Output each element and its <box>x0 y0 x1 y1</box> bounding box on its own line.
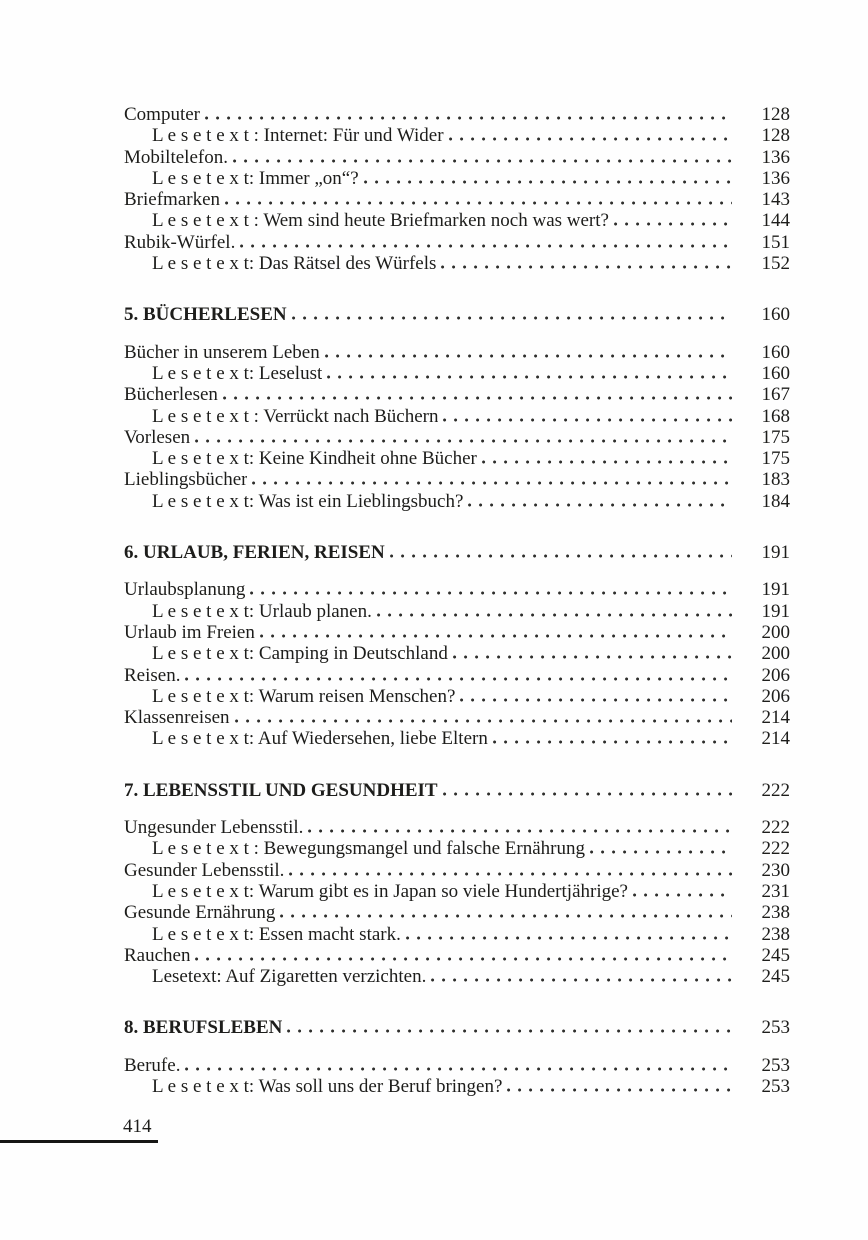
page-number: 206 <box>761 685 790 707</box>
toc-entry-row <box>124 945 790 966</box>
toc-entry-row <box>124 643 790 664</box>
page-number: 253 <box>761 1075 790 1097</box>
toc-entry-row <box>124 125 790 146</box>
entry-title: L e s e t e x t: Keine Kindheit ohne Bücher <box>152 448 477 470</box>
page-number: 160 <box>761 341 790 363</box>
dot-leader <box>431 978 732 982</box>
dot-leader <box>482 460 732 464</box>
dot-leader <box>185 1067 732 1071</box>
dot-leader <box>443 418 732 422</box>
chapter-title: 5. BÜCHERLESEN <box>124 304 287 326</box>
toc-entry-row <box>124 363 790 384</box>
dot-leader <box>377 613 732 617</box>
dot-leader <box>633 893 732 897</box>
page-number: 253 <box>761 1054 790 1076</box>
dot-leader <box>406 936 732 940</box>
page-footer <box>0 1116 158 1143</box>
dot-leader <box>287 1029 732 1033</box>
entry-title: Mobiltelefon. <box>124 146 228 168</box>
dot-leader <box>233 159 732 163</box>
page-number: 191 <box>761 579 790 601</box>
dot-leader <box>468 503 732 507</box>
entry-title: L e s e t e x t : Verrückt nach Büchern <box>152 405 439 427</box>
entry-title: Lesetext: Auf Zigaretten verzichten. <box>152 966 427 988</box>
dot-leader <box>364 180 732 184</box>
toc-section <box>124 1017 790 1097</box>
entry-title: L e s e t e x t: Leselust <box>152 362 323 384</box>
dot-leader <box>453 655 732 659</box>
entry-title: Berufe. <box>124 1054 181 1076</box>
page-number: 245 <box>761 966 790 988</box>
toc-chapter-heading-row <box>124 780 790 801</box>
page-number: 222 <box>761 817 790 839</box>
entry-title: L e s e t e x t: Immer „on“? <box>152 167 359 189</box>
page-number: 128 <box>761 125 790 147</box>
toc-section <box>124 780 790 988</box>
entry-title: Lieblingsbücher <box>124 469 248 491</box>
page-number: 214 <box>761 707 790 729</box>
entry-title: Bücher in unserem Leben <box>124 341 320 363</box>
toc-entry-row <box>124 966 790 987</box>
page-number: 184 <box>761 490 790 512</box>
dot-leader <box>260 634 732 638</box>
dot-leader <box>185 677 732 681</box>
dot-leader <box>250 591 732 595</box>
toc-entry-row <box>124 1055 790 1076</box>
toc-entry-row <box>124 427 790 448</box>
toc-section <box>124 304 790 512</box>
entry-title: Rubik-Würfel. <box>124 231 236 253</box>
entry-title: L e s e t e x t: Camping in Deutschland <box>152 643 448 665</box>
page-number: 222 <box>761 838 790 860</box>
entry-title: L e s e t e x t: Auf Wiedersehen, liebe Eltern <box>152 728 488 750</box>
dot-leader <box>441 265 732 269</box>
toc-entry-row <box>124 342 790 363</box>
entry-title: Rauchen <box>124 944 191 966</box>
folio-page-number: 414 <box>123 1116 152 1137</box>
entry-title: L e s e t e x t: Warum gibt es in Japan so viele Hundertjährige? <box>152 880 628 902</box>
toc-entry-row <box>124 253 790 274</box>
page-number: 175 <box>761 426 790 448</box>
entry-title: Ungesunder Lebensstil. <box>124 817 304 839</box>
page-number: 175 <box>761 448 790 470</box>
page-number: 206 <box>761 664 790 686</box>
toc-entry-row <box>124 902 790 923</box>
page-number: 136 <box>761 167 790 189</box>
page-number: 128 <box>761 104 790 125</box>
entry-title: L e s e t e x t: Urlaub planen. <box>152 600 372 622</box>
page-number: 230 <box>761 859 790 881</box>
entry-title: L e s e t e x t : Wem sind heute Briefmarken noch was wert? <box>152 210 609 232</box>
page-number: 160 <box>761 304 790 326</box>
toc-entry-row <box>124 579 790 600</box>
toc-entry-row <box>124 448 790 469</box>
toc-entry-row <box>124 491 790 512</box>
toc-entry-row <box>124 469 790 490</box>
page-number: 231 <box>761 880 790 902</box>
dot-leader <box>195 439 732 443</box>
entry-title: Bücherlesen <box>124 384 218 406</box>
toc-entry-row <box>124 622 790 643</box>
dot-leader <box>225 201 732 205</box>
dot-leader <box>460 698 732 702</box>
toc-entry-row <box>124 189 790 210</box>
toc-chapter-heading-row <box>124 1017 790 1038</box>
dot-leader <box>235 719 732 723</box>
dot-leader <box>252 481 732 485</box>
page-number: 151 <box>761 231 790 253</box>
toc-entry-row <box>124 924 790 945</box>
toc-entry-row <box>124 838 790 859</box>
toc-entry-row <box>124 601 790 622</box>
page-number: 167 <box>761 384 790 406</box>
toc-entry-row <box>124 881 790 902</box>
toc-entry-row <box>124 707 790 728</box>
dot-leader <box>325 354 732 358</box>
dot-leader <box>308 829 732 833</box>
entry-title: L e s e t e x t: Warum reisen Menschen? <box>152 685 456 707</box>
dot-leader <box>590 850 732 854</box>
dot-leader <box>240 244 732 248</box>
toc-entry-row <box>124 1076 790 1097</box>
toc-entry-row <box>124 728 790 749</box>
toc-entry-row <box>124 406 790 427</box>
toc-section <box>124 542 790 750</box>
toc-entry-row <box>124 104 790 125</box>
page-number: 144 <box>761 210 790 232</box>
page-number: 214 <box>761 728 790 750</box>
toc-entry-row <box>124 384 790 405</box>
entry-title: Vorlesen <box>124 426 191 448</box>
page-number: 191 <box>761 542 790 564</box>
page-number: 200 <box>761 621 790 643</box>
toc-section <box>124 104 790 274</box>
page-number: 168 <box>761 405 790 427</box>
page-number: 253 <box>761 1017 790 1039</box>
entry-title: L e s e t e x t : Bewegungsmangel und falsche Ernährung <box>152 838 586 860</box>
dot-leader <box>327 375 732 379</box>
page-number: 238 <box>761 923 790 945</box>
toc-chapter-heading-row <box>124 304 790 325</box>
entry-title: Klassenreisen <box>124 707 230 729</box>
footer-rule <box>0 1140 158 1143</box>
chapter-title: 6. URLAUB, FERIEN, REISEN <box>124 542 385 564</box>
page-number: 143 <box>761 189 790 211</box>
table-of-contents <box>124 104 790 1097</box>
toc-entry-row <box>124 860 790 881</box>
chapter-title: 8. BERUFSLEBEN <box>124 1017 283 1039</box>
entry-title: Briefmarken <box>124 189 221 211</box>
toc-entry-row <box>124 168 790 189</box>
toc-entry-row <box>124 686 790 707</box>
page-number: 191 <box>761 600 790 622</box>
entry-title: L e s e t e x t: Was soll uns der Beruf bringen? <box>152 1075 503 1097</box>
toc-entry-row <box>124 210 790 231</box>
dot-leader <box>289 872 732 876</box>
dot-leader <box>507 1088 732 1092</box>
entry-title: Computer <box>124 104 200 125</box>
page-number: 183 <box>761 469 790 491</box>
entry-title: Gesunde Ernährung <box>124 902 276 924</box>
page-number: 200 <box>761 643 790 665</box>
entry-title: Reisen. <box>124 664 181 686</box>
entry-title: L e s e t e x t: Essen macht stark. <box>152 923 401 945</box>
dot-leader <box>390 554 732 558</box>
page-number: 152 <box>761 253 790 275</box>
toc-entry-row <box>124 817 790 838</box>
dot-leader <box>280 914 732 918</box>
page-number: 136 <box>761 146 790 168</box>
page-number: 222 <box>761 779 790 801</box>
chapter-title: 7. LEBENSSTIL UND GESUNDHEIT <box>124 779 438 801</box>
dot-leader <box>205 116 732 120</box>
dot-leader <box>493 740 732 744</box>
toc-entry-row <box>124 665 790 686</box>
dot-leader <box>223 396 732 400</box>
entry-title: Urlaub im Freien <box>124 621 255 643</box>
page-number: 238 <box>761 902 790 924</box>
entry-title: L e s e t e x t: Was ist ein Lieblingsbuch? <box>152 490 464 512</box>
dot-leader <box>292 316 732 320</box>
entry-title: L e s e t e x t: Das Rätsel des Würfels <box>152 253 437 275</box>
toc-entry-row <box>124 147 790 168</box>
page-number: 245 <box>761 944 790 966</box>
toc-entry-row <box>124 232 790 253</box>
toc-chapter-heading-row <box>124 542 790 563</box>
entry-title: Urlaubsplanung <box>124 579 246 601</box>
dot-leader <box>443 792 732 796</box>
dot-leader <box>195 957 732 961</box>
dot-leader <box>614 222 732 226</box>
dot-leader <box>449 137 732 141</box>
entry-title: L e s e t e x t : Internet: Für und Wider <box>152 125 444 147</box>
page-number: 160 <box>761 362 790 384</box>
entry-title: Gesunder Lebensstil. <box>124 859 285 881</box>
